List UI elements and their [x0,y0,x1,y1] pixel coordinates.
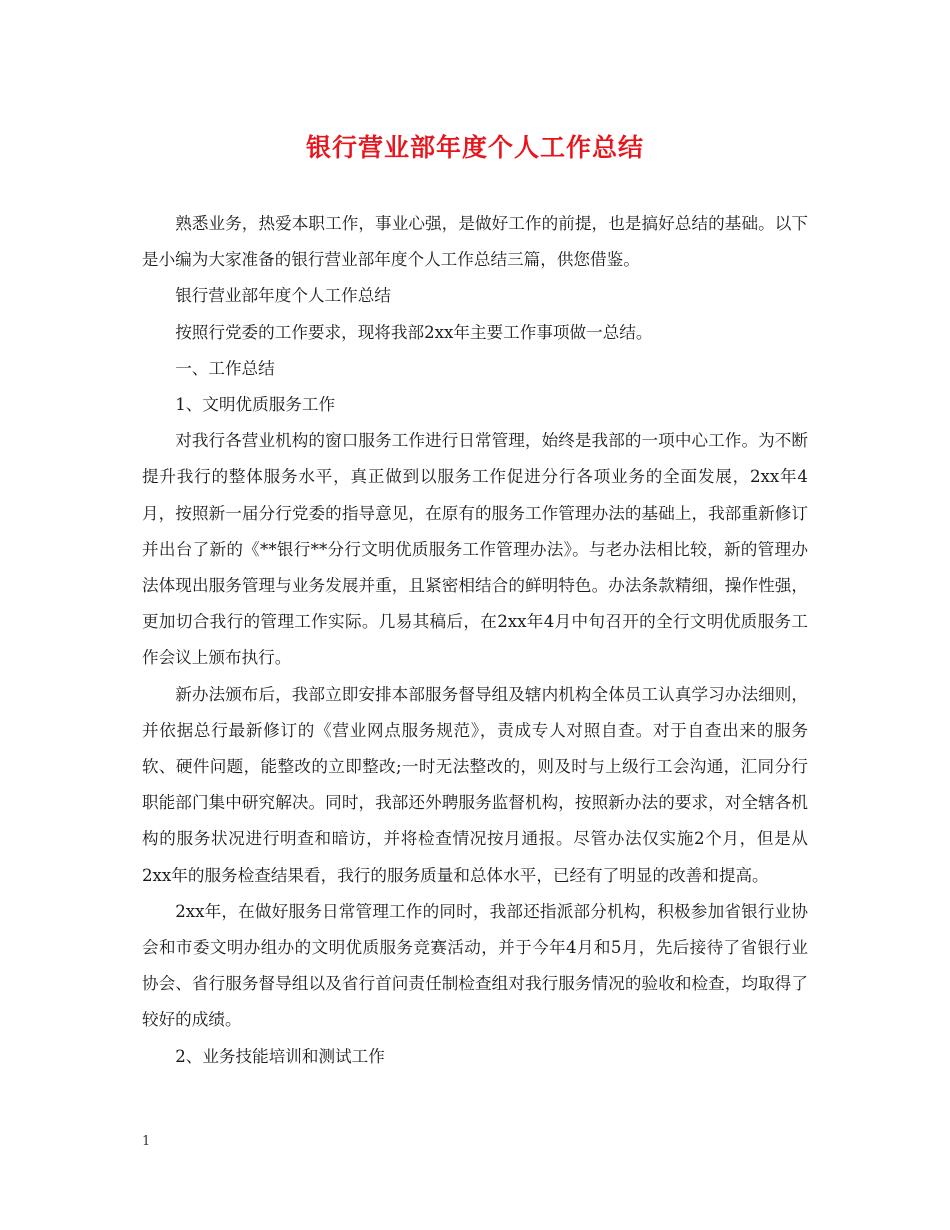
paragraph-competition: 2xx年，在做好服务日常管理工作的同时，我部还指派部分机构，积极参加省银行业协会和市委文明办组办的文明优质服务竞赛活动，并于今年4月和5月，先后接待了省银行业协会、省行服务督导组以及省行首问责任制检查组对我行服务情况的验收和检查，均取得了较好的成绩。 [142,901,808,1030]
subsection-heading-2: 2、业务技能培训和测试工作 [175,1046,385,1066]
paragraph-subtitle: 银行营业部年度个人工作总结 [175,286,391,306]
paragraph-new-method: 新办法颁布后，我部立即安排本部服务督导组及辖内机构全体员工认真学习办法细则，并依据总行最新修订的《营业网点服务规范》，责成专人对照自查。对于自查出来的服务软、硬件问题，能整改的立即整改;一时无法整改的，则及时与上级行工会沟通，汇同分行职能部门集中研究解决。同时，我部还外聘服务监督机构，按照新办法的要求，对全辖各机构的服务状况进行明查和暗访，并将检查情况按月通报。尽管办法仅实施2个月，但是从2xx年的服务检查结果看，我行的服务质量和总体水平，已经有了明显的改善和提高。 [142,684,808,885]
document-body [142,206,808,1075]
paragraph-intro: 熟悉业务，热爱本职工作，事业心强，是做好工作的前提，也是搞好总结的基础。以下是小编为大家准备的银行营业部年度个人工作总结三篇，供您借鉴。 [142,214,808,270]
section-heading-1: 一、工作总结 [175,358,275,378]
paragraph-preface: 按照行党委的工作要求，现将我部2xx年主要工作事项做一总结。 [175,322,653,342]
document-title: 银行营业部年度个人工作总结 [305,133,644,162]
paragraph-service-management: 对我行各营业机构的窗口服务工作进行日常管理，始终是我部的一项中心工作。为不断提升我行的整体服务水平，真正做到以服务工作促进分行各项业务的全面发展，2xx年4月，按照新一届分行党委的指导意见，在原有的服务工作管理办法的基础上，我部重新修订并出台了新的《**银行**分行文明优质服务工作管理办法》。与老办法相比较，新的管理办法体现出服务管理与业务发展并重，且紧密相结合的鲜明特色。办法条款精细，操作性强，更加切合我行的管理工作实际。几易其稿后，在2xx年4月中旬召开的全行文明优质服务工作会议上颁布执行。 [142,431,808,668]
page-number: 1 [142,1134,151,1149]
subsection-heading-1: 1、文明优质服务工作 [175,395,336,415]
